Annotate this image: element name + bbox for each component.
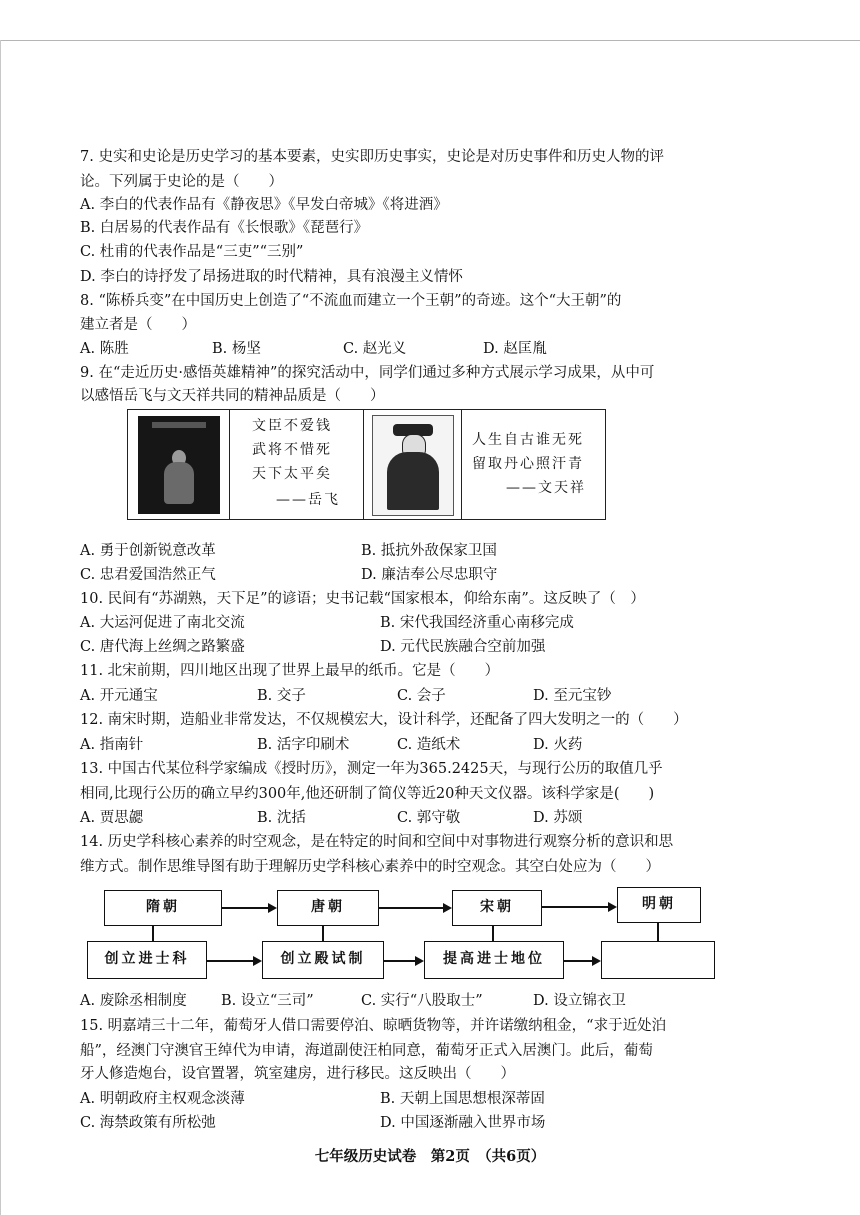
top-border [0, 40, 860, 41]
q7-option-d: D. 李白的诗抒发了昂扬进取的时代精神，具有浪漫主义情怀 [80, 269, 463, 285]
arrow-head [608, 902, 617, 912]
arrow-event-3 [564, 960, 592, 962]
q11-option-b: B. 交子 [257, 688, 306, 704]
wentianxiang-portrait-cell [364, 410, 462, 519]
q11-option-c: C. 会子 [397, 688, 446, 704]
yuefei-portrait-cell [128, 410, 230, 519]
connector-ming [657, 923, 659, 941]
q10-option-a: A. 大运河促进了南北交流 [80, 615, 245, 631]
page-footer: 七年级历史试卷 第2页 （共6页） [314, 1148, 546, 1165]
q13-stem-line2: 相同,比现行公历的确立早约300年,他还研制了简仪等近20种天文仪器。该科学家是( ) [80, 786, 655, 802]
q11-stem: 11. 北宋前期，四川地区出现了世界上最早的纸币。它是（ ） [80, 663, 500, 679]
q15-option-c: C. 海禁政策有所松弛 [80, 1115, 216, 1131]
q7-option-b: B. 白居易的代表作品有《长恨歌》《琵琶行》 [80, 220, 369, 236]
q9-stem-line1: 9. 在“走近历史·感悟英雄精神”的探究活动中，同学们通过多种方式展示学习成果，从中可 [80, 365, 655, 381]
q14-option-a: A. 废除丞相制度 [80, 993, 187, 1009]
q12-option-b: B. 活字印刷术 [257, 737, 350, 753]
arrow-head [443, 903, 452, 913]
yuefei-attribution: ——岳飞 [276, 492, 340, 508]
q13-option-b: B. 沈括 [257, 810, 306, 826]
q11-option-d: D. 至元宝钞 [533, 688, 612, 704]
q12-stem: 12. 南宋时期，造船业非常发达，不仅规模宏大，设计科学，还配备了四大发明之一的（ ） [80, 712, 688, 728]
event-box-song: 提高进士地位 [424, 941, 564, 979]
q9-stem-line2: 以感悟岳飞与文天祥共同的精神品质是（ ） [80, 388, 385, 404]
q10-option-d: D. 元代民族融合空前加强 [380, 639, 546, 655]
q15-stem-line3: 牙人修造炮台，设官置署，筑室建房，进行移民。这反映出（ ） [80, 1066, 515, 1082]
wentianxiang-portrait-image [372, 415, 454, 516]
arrow-song-ming [542, 906, 608, 908]
arrow-head [592, 956, 601, 966]
q14-option-b: B. 设立“三司” [221, 993, 314, 1009]
q11-option-a: A. 开元通宝 [80, 688, 158, 704]
event-box-blank [601, 941, 715, 979]
q15-stem-line2: 船”，经澳门守澳官王绰代为申请，海道副使汪柏同意，葡萄牙正式入居澳门。此后，葡萄 [80, 1043, 653, 1059]
q13-option-c: C. 郭守敬 [397, 810, 461, 826]
q13-option-d: D. 苏颂 [533, 810, 583, 826]
q7-stem-line2: 论。下列属于史论的是（ ） [80, 174, 283, 190]
q10-option-c: C. 唐代海上丝绸之路繁盛 [80, 639, 245, 655]
dynasty-box-song: 宋朝 [452, 890, 542, 926]
hero-material-strip [127, 409, 606, 520]
yuefei-quote-line: 文臣不爱钱 [252, 418, 332, 434]
wentianxiang-quote-line: 留取丹心照汗青 [472, 456, 584, 472]
arrow-head [268, 903, 277, 913]
q10-stem: 10. 民间有“苏湖熟，天下足”的谚语；史书记载“国家根本，仰给东南”。这反映了（ ） [80, 591, 645, 607]
wentianxiang-quote-cell [462, 410, 604, 519]
q9-option-b: B. 抵抗外敌保家卫国 [361, 543, 497, 559]
q12-option-a: A. 指南针 [80, 737, 144, 753]
q8-stem-line1: 8. “陈桥兵变”在中国历史上创造了“不流血而建立一个王朝”的奇迹。这个“大王朝”的 [80, 293, 622, 309]
connector-tang [322, 926, 324, 941]
q14-option-d: D. 设立锦衣卫 [533, 993, 626, 1009]
q14-option-c: C. 实行“八股取士” [361, 993, 483, 1009]
q8-option-d: D. 赵匡胤 [483, 341, 547, 357]
dynasty-box-sui: 隋朝 [104, 890, 222, 926]
arrow-head [253, 956, 262, 966]
q8-option-c: C. 赵光义 [343, 341, 407, 357]
q15-stem-line1: 15. 明嘉靖三十二年，葡萄牙人借口需要停泊、晾晒货物等，并许诺缴纳租金，“求于近处泊 [80, 1018, 667, 1034]
q8-option-a: A. 陈胜 [80, 341, 129, 357]
q7-option-c: C. 杜甫的代表作品是“三吏”“三别” [80, 244, 304, 260]
dynasty-box-tang: 唐朝 [277, 890, 379, 926]
arrow-event-1 [207, 960, 253, 962]
yuefei-quote-line: 天下太平矣 [252, 466, 332, 482]
q14-stem-line2: 维方式。制作思维导图有助于理解历史学科核心素养中的时空观念。其空白处应为（ ） [80, 859, 660, 875]
q13-option-a: A. 贾思勰 [80, 810, 144, 826]
arrow-head [415, 956, 424, 966]
yuefei-quote-cell [230, 410, 364, 519]
q13-stem-line1: 13. 中国古代某位科学家编成《授时历》，测定一年为365.2425天，与现行公历的取值几乎 [80, 761, 663, 777]
connector-sui [152, 926, 154, 941]
arrow-tang-song [379, 907, 443, 909]
q8-stem-line2: 建立者是（ ） [80, 317, 196, 333]
q9-option-c: C. 忠君爱国浩然正气 [80, 567, 216, 583]
wentianxiang-quote-line: 人生自古谁无死 [472, 432, 584, 448]
q12-option-d: D. 火药 [533, 737, 583, 753]
event-box-tang: 创立殿试制 [262, 941, 384, 979]
q7-stem-line1: 7. 史实和史论是历史学习的基本要素，史实即历史事实，史论是对历史事件和历史人物的评 [80, 149, 664, 165]
connector-song [492, 926, 494, 941]
yuefei-quote-line: 武将不惜死 [252, 442, 332, 458]
yuefei-portrait-image [138, 416, 220, 514]
q14-stem-line1: 14. 历史学科核心素养的时空观念，是在特定的时间和空间中对事物进行观察分析的意识和思 [80, 834, 674, 850]
event-box-sui: 创立进士科 [87, 941, 207, 979]
q9-option-d: D. 廉洁奉公尽忠职守 [361, 567, 498, 583]
q15-option-d: D. 中国逐渐融入世界市场 [380, 1115, 546, 1131]
q8-option-b: B. 杨坚 [212, 341, 261, 357]
q15-option-a: A. 明朝政府主权观念淡薄 [80, 1091, 245, 1107]
dynasty-box-ming: 明朝 [617, 887, 701, 923]
arrow-sui-tang [222, 907, 268, 909]
q7-option-a: A. 李白的代表作品有《静夜思》《早发白帝城》《将进酒》 [80, 197, 448, 213]
left-border [0, 40, 1, 1215]
q15-option-b: B. 天朝上国思想根深蒂固 [380, 1091, 545, 1107]
q12-option-c: C. 造纸术 [397, 737, 461, 753]
q9-option-a: A. 勇于创新锐意改革 [80, 543, 216, 559]
wentianxiang-attribution: ——文天祥 [506, 480, 586, 496]
q10-option-b: B. 宋代我国经济重心南移完成 [380, 615, 574, 631]
arrow-event-2 [384, 960, 415, 962]
